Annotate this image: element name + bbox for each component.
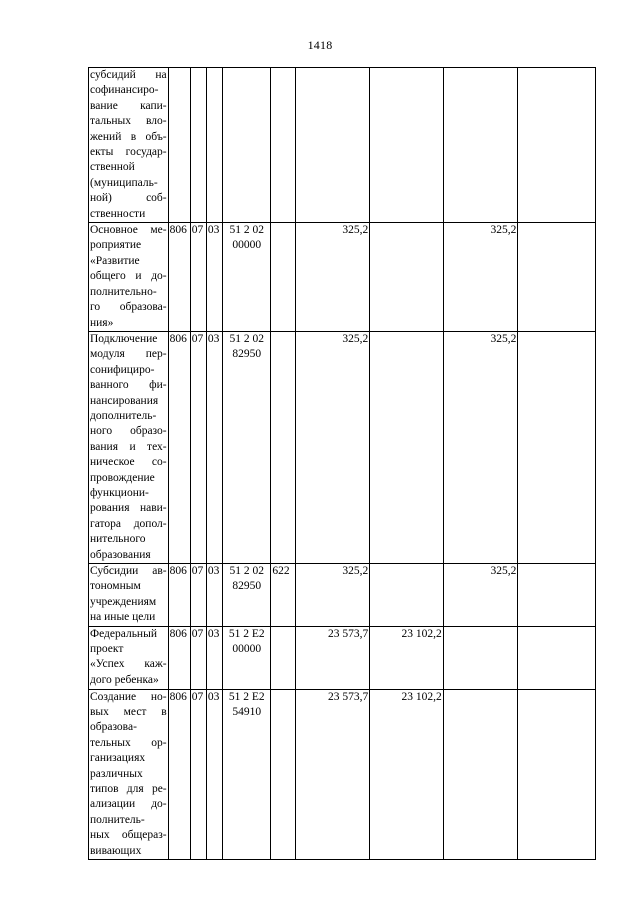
section-code-cell: 07 — [190, 626, 206, 689]
ministry-code-cell: 806 — [168, 564, 190, 627]
target-article-line: 51 2 E2 — [228, 627, 265, 640]
section-code-cell — [190, 68, 206, 223]
amount-other-cell — [518, 331, 596, 563]
row-name-line: Подключение — [90, 332, 158, 345]
row-name-line: образова- — [90, 721, 137, 734]
table-row — [89, 331, 596, 563]
amount-federal-cell — [370, 68, 444, 223]
target-article-line: 00000 — [232, 239, 262, 252]
row-name-cell — [89, 223, 169, 332]
row-name-line: тономным — [90, 580, 141, 593]
amount-regional-cell — [443, 626, 518, 689]
target-article-line: 51 2 02 — [229, 565, 264, 577]
row-name-line: учреждениям — [90, 595, 157, 608]
target-article-line: 00000 — [232, 643, 262, 656]
row-name-line: Федеральный — [90, 627, 157, 640]
section-code-cell: 07 — [190, 689, 206, 859]
row-name-line: роприятие — [90, 239, 142, 252]
subsection-code-cell: 03 — [206, 626, 222, 689]
row-name-line: на иные цели — [90, 611, 156, 624]
row-name-line: рования нави- — [90, 502, 167, 515]
target-article-cell — [223, 626, 271, 689]
row-name-line: софинансиро- — [90, 84, 159, 97]
row-name-line: (муниципаль- — [90, 176, 158, 189]
page-number: 1418 — [307, 38, 333, 52]
table-row — [89, 68, 596, 223]
row-name-line: вания и тех- — [90, 440, 167, 453]
row-name-line: функциони- — [90, 486, 149, 499]
row-name-line: нительного — [90, 533, 146, 546]
row-name-line: модуля пер- — [90, 348, 167, 361]
subsection-code-cell — [206, 68, 222, 223]
amount-regional-cell — [443, 689, 518, 859]
target-article-line: 54910 — [232, 706, 262, 719]
row-name-line: дополнитель- — [90, 409, 157, 422]
expense-type-cell: 622 — [271, 564, 295, 627]
table-row — [89, 689, 596, 859]
amount-regional-cell: 325,2 — [443, 564, 518, 627]
table-row — [89, 564, 596, 627]
row-name-line: Основное ме- — [90, 224, 167, 237]
expense-type-cell — [271, 626, 295, 689]
amount-total-cell: 325,2 — [295, 564, 370, 627]
expense-type-cell — [271, 689, 295, 859]
target-article-cell — [223, 331, 271, 563]
row-name-line: нансирования — [90, 394, 159, 407]
row-name-line: тельных ор- — [90, 736, 167, 749]
row-name-cell — [89, 68, 169, 223]
subsection-code-cell: 03 — [206, 564, 222, 627]
row-name-line: типов для ре- — [90, 783, 167, 796]
row-name-line: ализации до- — [90, 798, 167, 811]
amount-other-cell — [518, 564, 596, 627]
target-article-line: 82950 — [232, 580, 262, 593]
row-name-line: вивающих — [90, 844, 142, 857]
row-name-line: полнительно- — [90, 285, 157, 298]
amount-other-cell — [518, 68, 596, 223]
section-code-cell: 07 — [190, 564, 206, 627]
target-article-cell — [223, 68, 271, 223]
subsection-code-cell: 03 — [206, 223, 222, 332]
row-name-line: ственной — [90, 161, 135, 174]
subsection-code-cell: 03 — [206, 689, 222, 859]
row-name-line: «Развитие — [90, 254, 140, 267]
ministry-code-cell: 806 — [168, 626, 190, 689]
row-name-line: различных — [90, 767, 143, 780]
subsection-code-cell: 03 — [206, 331, 222, 563]
section-code-cell: 07 — [190, 331, 206, 563]
expense-type-cell — [271, 331, 295, 563]
row-name-line: го образова- — [90, 301, 167, 314]
row-name-line: субсидий на — [90, 69, 167, 81]
amount-total-cell: 23 573,7 — [295, 689, 370, 859]
row-name-cell — [89, 626, 169, 689]
row-name-line: проект — [90, 643, 124, 656]
expense-type-cell — [271, 68, 295, 223]
ministry-code-cell: 806 — [168, 331, 190, 563]
table-body — [89, 68, 596, 860]
row-name-line: ванного фи- — [90, 379, 167, 392]
row-name-cell — [89, 689, 169, 859]
row-name-line: ственности — [90, 207, 146, 220]
amount-federal-cell: 23 102,2 — [370, 689, 444, 859]
target-article-cell — [223, 223, 271, 332]
row-name-cell — [89, 331, 169, 563]
row-name-line: полнитель- — [90, 813, 145, 826]
budget-table — [88, 67, 596, 860]
row-name-line: сонифициро- — [90, 363, 155, 376]
amount-federal-cell — [370, 223, 444, 332]
target-article-line: 82950 — [232, 348, 262, 361]
amount-federal-cell — [370, 331, 444, 563]
row-name-line: ной) соб- — [90, 192, 167, 205]
amount-total-cell: 23 573,7 — [295, 626, 370, 689]
table-row — [89, 626, 596, 689]
row-name-line: ганизациях — [90, 752, 146, 765]
amount-other-cell — [518, 689, 596, 859]
row-name-line: общего и до- — [90, 270, 167, 283]
row-name-line: екты государ- — [90, 146, 167, 159]
target-article-cell — [223, 689, 271, 859]
row-name-line: ного образо- — [90, 425, 167, 438]
target-article-line: 51 2 02 — [229, 332, 264, 345]
row-name-line: гатора допол- — [90, 517, 167, 530]
row-name-line: «Успех каж- — [90, 658, 167, 671]
row-name-line: дого ребенка» — [90, 673, 159, 686]
amount-total-cell: 325,2 — [295, 331, 370, 563]
row-name-line: жений в объ- — [90, 130, 167, 143]
row-name-line: Создание но- — [90, 690, 167, 703]
target-article-line: 51 2 02 — [229, 224, 264, 237]
amount-regional-cell — [443, 68, 518, 223]
row-name-line: ных общераз- — [90, 829, 167, 842]
row-name-line: Субсидии ав- — [90, 565, 167, 577]
row-name-line: ническое со- — [90, 456, 167, 469]
row-name-line: вание капи- — [90, 99, 167, 112]
ministry-code-cell: 806 — [168, 223, 190, 332]
ministry-code-cell — [168, 68, 190, 223]
row-name-line: вых мест в — [90, 706, 167, 719]
amount-regional-cell: 325,2 — [443, 223, 518, 332]
amount-federal-cell — [370, 564, 444, 627]
expense-type-cell — [271, 223, 295, 332]
row-name-line: образования — [90, 548, 151, 561]
ministry-code-cell: 806 — [168, 689, 190, 859]
amount-total-cell — [295, 68, 370, 223]
row-name-cell — [89, 564, 169, 627]
amount-regional-cell: 325,2 — [443, 331, 518, 563]
row-name-line: провождение — [90, 471, 155, 484]
amount-other-cell — [518, 223, 596, 332]
row-name-line: ния» — [90, 316, 114, 329]
table-row — [89, 223, 596, 332]
section-code-cell: 07 — [190, 223, 206, 332]
amount-federal-cell: 23 102,2 — [370, 626, 444, 689]
amount-total-cell: 325,2 — [295, 223, 370, 332]
target-article-cell — [223, 564, 271, 627]
row-name-line: тальных вло- — [90, 115, 167, 128]
target-article-line: 51 2 E2 — [228, 690, 265, 703]
amount-other-cell — [518, 626, 596, 689]
